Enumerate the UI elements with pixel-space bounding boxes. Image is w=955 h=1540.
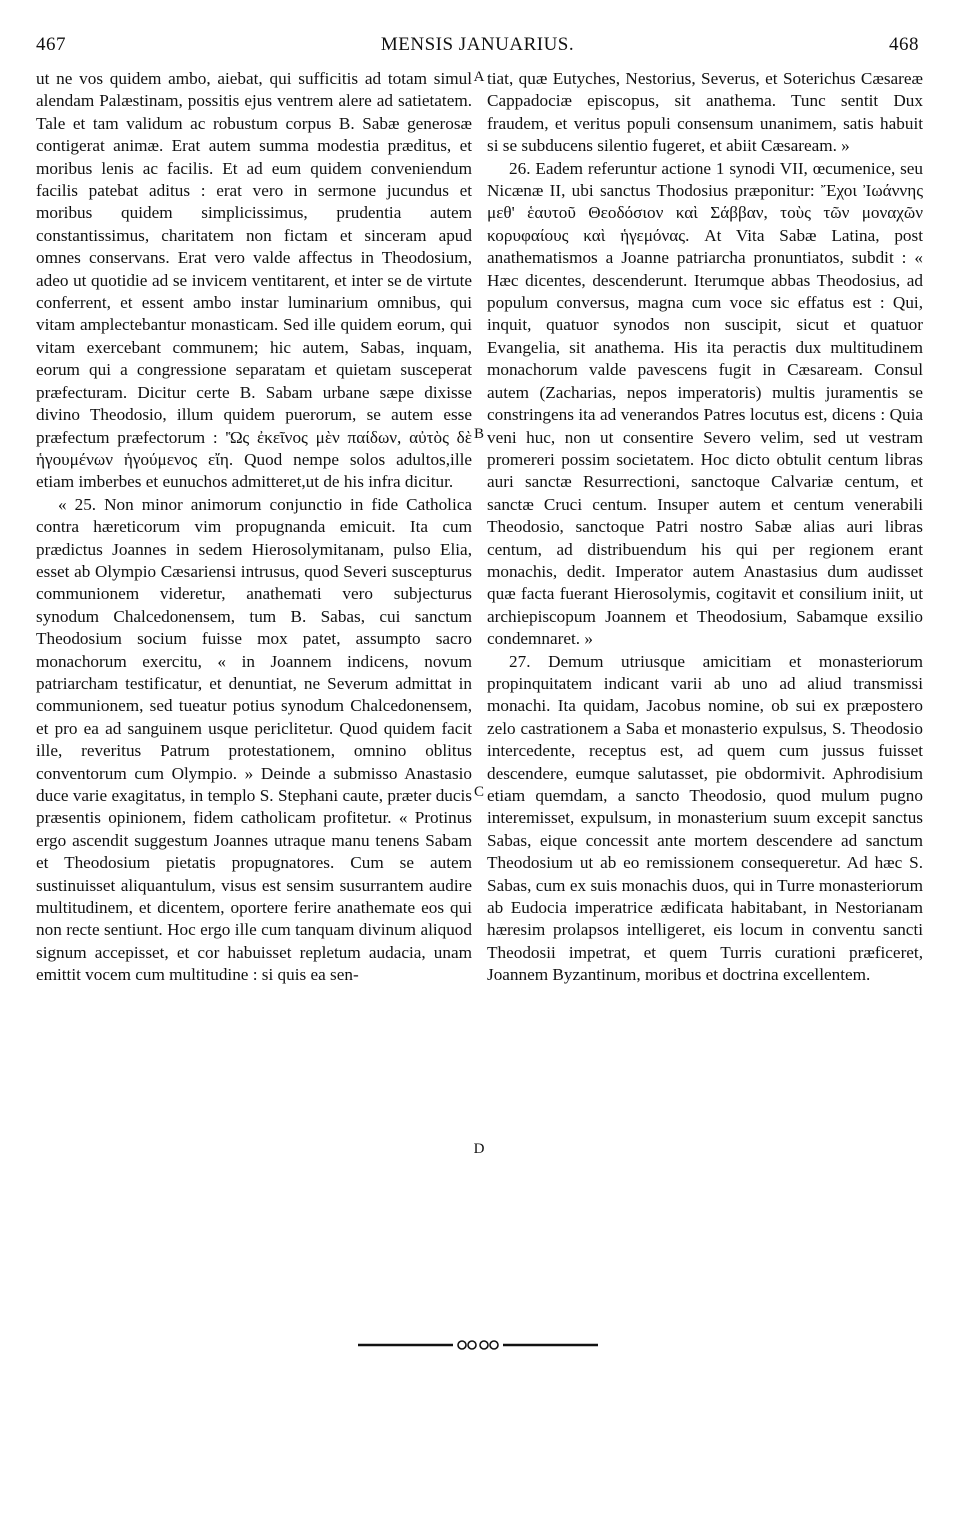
margin-letter-a: A [473,69,485,85]
margin-letter-c: C [473,784,484,800]
left-column [36,68,472,987]
right-paragraph-1: tiat, quæ Eutyches, Nestorius, Severus, et Soterichus Cæsareæ Cappadociæ episcopus, sit anathema. Tunc sentit Dux fraudem, et veritus populi consensum unanimem, satis habuit si se subducens silentio fugeret, et abiit Cæsaream. » [487,69,923,156]
left-paragraph-1: ut ne vos quidem ambo, aiebat, qui sufficitis ad totam simul alendam Palæstinam, possitis ejus ventrem alere ad satietatem. Tale et tam validum ac robustum corpus B. Sabæ generosæ contigerat animæ. Erat autem summa modestia præditus, et moribus lenis ac facilis. Et ad eum quidem conveniendum facilis patebat aditus : erat vero in sermone jucundus et moribus quidem simplicissimus, prudentia autem constantissimus, charitatem non fictam et sinceram apud omnes conservans. Erat vero valde affectus in Theodosium, adeo ut quotidie ad se invicem ventitarent, et inter se de virtute conferrent, et essent ambo instar luminarium omnibus, qui vitam amplectebantur monasticam. Sed ille quidem eorum, qui vitam exercebant communem; hic autem, Sabas, inquam, eorum qui a congressione separatam et quietam susceperat præfecturam. Dicitur certe B. Sabam urbane sæpe dixisse divino Theodosio, illum quidem puerorum, se autem esse præfectum præfectorum : 'Ὡς ἐκεῖνος μὲν παίδων, αὐτὸς δὲ ἡγουμένων ἡγούμενος εἴη. Quod nempe solos adultos,ille etiam imberbes et eunuchos admitteret,ut de his infra dicitur. [36,69,472,492]
right-paragraph-3: 27. Demum utriusque amicitiam et monasteriorum propinquitatem indicant varii ab uno ad aliud transmissi monachi. Ita quidam, Jacobus nomine, ob sui ex præpostero zelo castrationem a Saba et monasterio expulsus, S. Theodosio intercedente, receptus est, ad quem cum jussus fuisset descendere, eumque salutasset, pie obdormivit. Aphrodisium etiam quemdam, a sancto Theodosio, quod mulum pugno interemisset, expulsum, in monasterium suum excepit sanctus Sabas, eique concessit ante mortem descendere ad sanctum Theodosium ut ab eo remissionem consequeretur. Ad hæc S. Sabas, cum ex suis monachis duos, qui in Turre monasteriorum ab Eudocia imperatrice ædificata habitabant, in Nestorianam hæresim prolapsos intelligeret, eis locum in conventu sancti Theodosii impetrat, et quem Turris curationi præficeret, Joannem Byzantinum, moribus et doctrina excellentem. [487,651,923,985]
ornamental-rule [358,1339,598,1351]
right-column [487,68,923,987]
right-paragraph-2: 26. Eadem referuntur actione 1 synodi VII, œcumenice, seu Nicænæ II, ubi sanctus Thodosius præponitur: Ἔχοι Ἰωάννης μεθ' ἑαυτοῦ Θεοδόσιον καὶ Σάββαν, τοὺς τῶν μοναχῶν κορυφαίους καὶ ἡγεμόνας. At Vita Sabæ Latina, post anathematismos a Joanne patriarcha pronuntiatos, subdit : « Hæc dicentes, descenderunt. Iterumque abbas Theodosius, ad populum conversus, magna cum voce sic effatus est : Qui, inquit, quatuor synodos non suscipit, sicut et quatuor Evangelia, sit anathema. His ita peractis dux multitudinem monachorum valde pavescens fugit in Cæsaream. Consul autem (Zacharias, nepos imperatoris) multis juramentis se constringens ita ad venerandos Patres locutus est, dicens : Quia veni huc, non ut consentire Severo velim, sed ut vestram promereri possim societatem. Hoc dicto obtulit centum libras auri sanctæ Resurrectioni, sanctoque Calvariæ centum, et sanctæ Cruci centum. Insuper autem et centum venerabili Theodosio, sanctoque Patri nostro Sabæ alias auri libras centum, ad distribuendum his qui per regionem erant monachis, dedit. Imperator autem Anastasius dum audisset quæ facta fuerant Hierosolymis, cogitavit et consilium iniit, ut archiepiscopum Joannem et Theodosium, Sabamque exsilio condemnaret. » [487,158,923,649]
margin-letter-b: B [473,426,484,442]
page-number-left: 467 [36,34,66,55]
left-paragraph-2: « 25. Non minor animorum conjunctio in fide Catholica contra hæreticorum vim propugnanda emicuit. Ita cum prædictus Joannes in sedem Hierosolymitanam, pulso Elia, esset ab Olympio Cæsariensi intrusus, quod Severi suscepturus communionem videretur, anathemati vero subjecturus synodum Chalcedonensem, tum B. Sabas, cui sanctum Theodosium socium fuisse mox patet, assumpto sacro monachorum exercitu, « in Joannem indicens, novum patriarcham testificatur, et denuntiat, ne Severum admittat in communionem, sed tueatur potius synodum Chalcedonensem, et pro ea ad sanguinem usque periclitetur. Quod quidem facit ille, reveritus Patrum protestationem, omnino oblitus conventorum cum Olympio. » Deinde a submisso Anastasio duce varie exagitatus, in templo S. Stephani caute, præter ducis præsentis opinionem, fidem catholicam profitetur. « Protinus ergo ascendit suggestum Joannes utraque manu tenens Sabam et Theodosium pietatis propugnatores. Cum se autem sustinuisset aliquantulum, visus est sensim susurrantem audire multitudinem, et dicentem, oportere ferire anathemate eos qui non recte sentiunt. Hoc ergo ille cum tanquam divinum aliquod signum accepisset, et cor habuisset repletum audacia, unam emittit vocem cum multitudine : si quis ea sen- [36,494,472,985]
running-header [36,34,919,60]
margin-letter-d: D [473,1141,485,1157]
page-title: MENSIS JANUARIUS. [380,34,575,55]
page-number-right: 468 [889,34,919,55]
